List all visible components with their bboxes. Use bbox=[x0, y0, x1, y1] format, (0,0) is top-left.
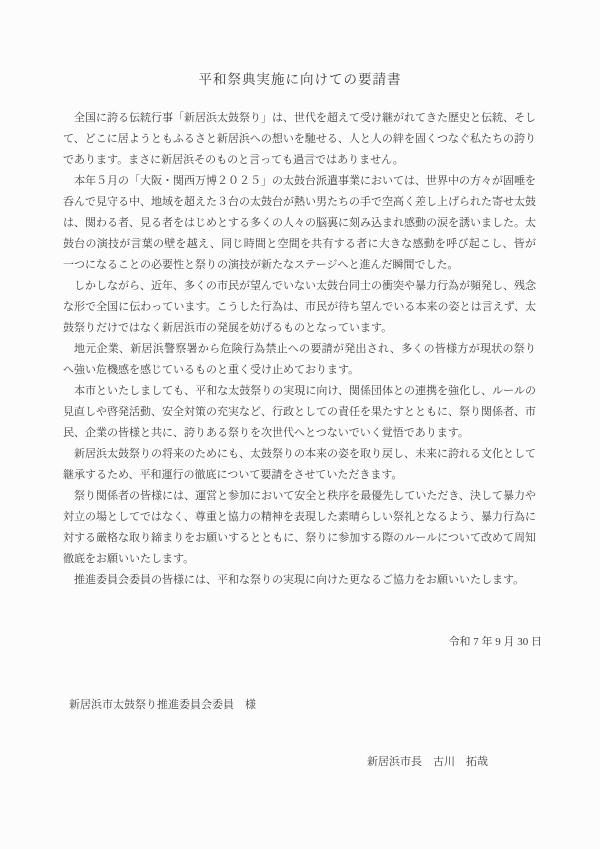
body-paragraph-7: 祭り関係者の皆様には、運営と参加において安全と秩序を最優先していただき、決して暴力や対立の場としてではなく、尊重と協力の精神を表現した素晴らしい祭礼となるよう、暴力行為に対する厳格な取り締まりをお願いするとともに、祭りに参加する際のルールについて改めて周知徹底をお願いいたします。 bbox=[63, 490, 536, 565]
body-paragraph-6: 新居浜太鼓祭りの将来のためにも、太鼓祭りの本来の姿を取り戻し、未来に誇れる文化として継承するため、平和運行の徹底について要請をさせていただきます。 bbox=[63, 448, 536, 481]
body-paragraph-1: 全国に誇る伝統行事「新居浜太鼓祭り」は、世代を超えて受け継がれてきた歴史と伝統、そして、どこに居ようともふるさと新居浜への想いを馳せる、人と人の絆を固くつなぐ私たちの誇りであります。まさに新居浜そのものと言っても過言ではありません。 bbox=[63, 112, 536, 166]
document-body bbox=[63, 108, 536, 594]
body-paragraph-2: 本年５月の「大阪・関西万博２０２５」の太鼓台派遣事業においては、世界中の方々が固唾を呑んで見守る中、地域を超えた３台の太鼓台が熱い男たちの手で空高く差し上げられた寄せ太鼓は、関わる者、見る者をはじめとする多くの人々の脳裏に刻み込まれ感動の涙を誘いました。太鼓台の演技が言葉の壁を越え、同じ時間と空間を共有する者に大きな感動を呼び起こし、皆が一つになることの必要性と祭りの演技が新たなステージへと進んだ瞬間でした。 bbox=[63, 175, 536, 271]
body-paragraph-8: 推進委員会委員の皆様には、平和な祭りの実現に向けた更なるご協力をお願いいたします。 bbox=[74, 574, 525, 586]
date-line: 令和 7 年 9 月 30 日 bbox=[448, 636, 542, 648]
document-title: 平和祭典実施に向けての要請書 bbox=[198, 72, 402, 87]
body-paragraph-3: しかしながら、近年、多くの市民が望んでいない太鼓台同士の衝突や暴力行為が頻発し、残念な形で全国に伝わっています。こうした行為は、市民が待ち望んでいる本来の姿とは言えず、太鼓祭りだけではなく新居浜市の発展を妨げるものとなっています。 bbox=[63, 280, 536, 334]
signature-line: 新居浜市長 古川 拓哉 bbox=[367, 756, 488, 768]
addressee-line: 新居浜市太鼓祭り推進委員会委員 様 bbox=[69, 699, 256, 711]
body-paragraph-4: 地元企業、新居浜警察署から危険行為禁止への要請が発出され、多くの皆様方が現状の祭りへ強い危機感を感じているものと重く受け止めております。 bbox=[63, 343, 536, 376]
body-paragraph-5: 本市といたしましても、平和な太鼓祭りの実現に向け、関係団体との連携を強化し、ルールの見直しや啓発活動、安全対策の充実など、行政としての責任を果たすとともに、祭り関係者、市民、企業の皆様と共に、誇りある祭りを次世代へとつないでいく覚悟であります。 bbox=[63, 385, 536, 439]
